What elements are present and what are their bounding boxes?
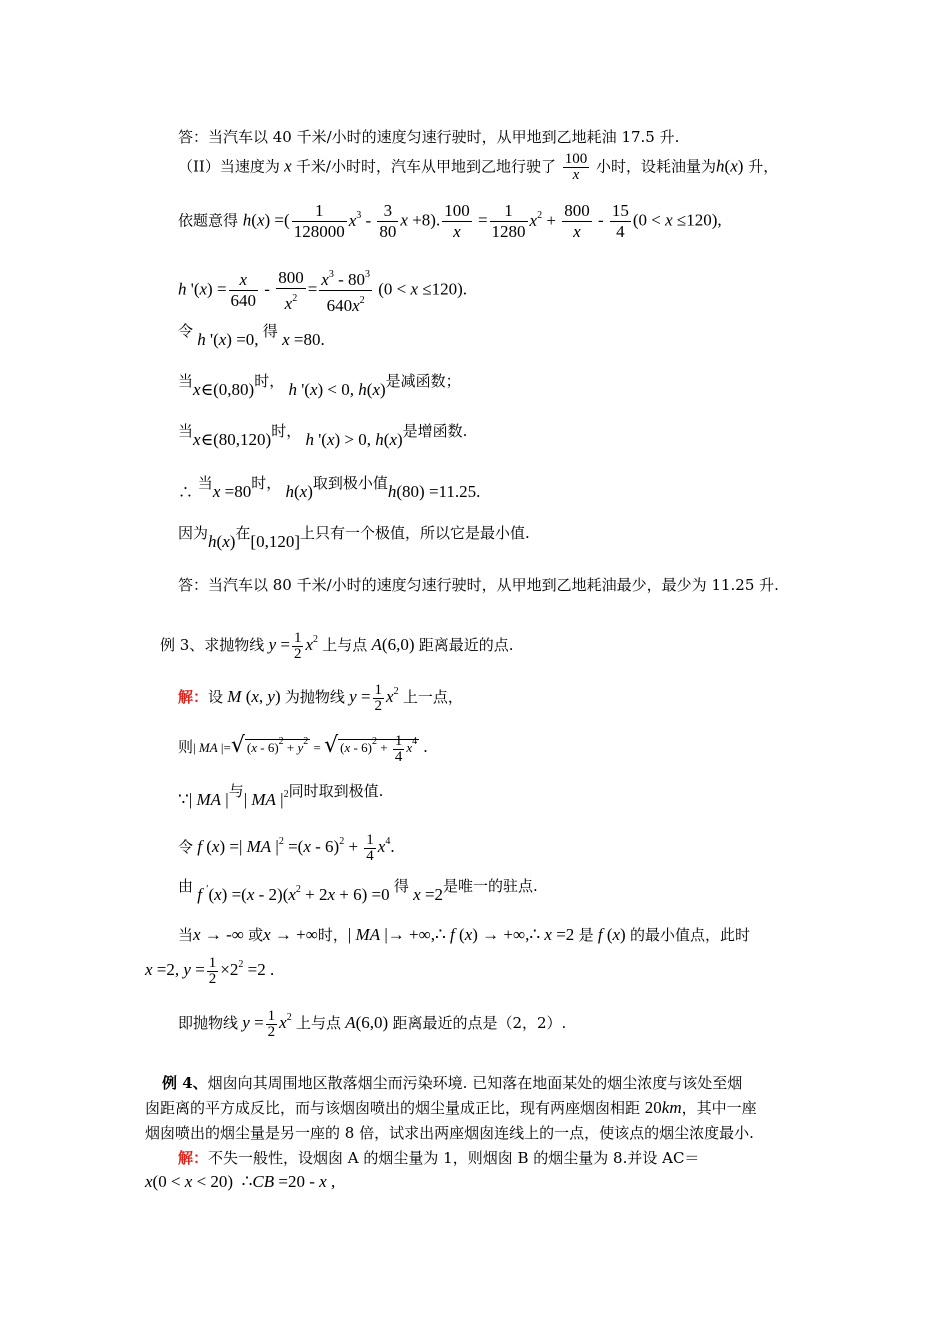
part2-text-a: （II）当速度为 [178,157,280,176]
decreasing-line: 当x∈(0,80)时， h '(x) < 0, h(x)是减函数； [178,372,461,399]
h-derivative: h '(x) = $\frac{x}{640}$ - $\frac{800}{x^2}$ = $\frac{x^3 - 80^3}{640x^2}$ (0 < x ≤120). [178,265,467,316]
part2-text-c: 小时，设耗油量为 [596,157,717,176]
f-definition: 令 f (x) =| MA $|^2 =(x - 6)^2$ + $\frac{1}{4}$ $x^4$. [178,831,395,864]
only-extremum-line: 因为h(x)在[0,120]上只有一个极值，所以它是最小值. [178,524,530,551]
min-point-values: x =2, y = $\frac{1}{2}$ $\times 2^2 =2$ . [145,954,275,987]
set-derivative-zero: 令 h '(x) =0, 得 x =80. [178,322,325,349]
example4-title: 例 4、 [162,1074,208,1092]
part2-text-d: 升， [748,157,779,176]
distance-formula: 则| MA |=√ $(x - 6)^2 + y^2$ = √ (x - 6)$^2$ + $\frac{1}{4}$ $x^4$ . [178,732,428,765]
part2-text-b: 千米/小时时，汽车从甲地到乙地行驶了 [295,157,556,176]
answer-line-2: 答：当汽车以 80 千米/小时的速度匀速行驶时，从甲地到乙地耗油最少，最少为 11.25 升. [178,576,779,594]
answer-line-1: 答：当汽车以 40 千米/小时的速度匀速行驶时，从甲地到乙地耗油 17.5 升. [178,128,680,146]
example4-line2: 囱距离的平方成反比，而与该烟囱喷出的烟尘量成正比，现有两座烟囱相距 20km，其中一座 [145,1098,757,1117]
example4-line3: 烟囱喷出的烟尘量是另一座的 8 倍，试求出两座烟囱连线上的一点，使该点的烟尘浓度最小. [145,1124,754,1142]
example4-line4: 解：不失一般性，设烟囱 A 的烟尘量为 1，则烟囱 B 的烟尘量为 8.并设 AC＝ [178,1149,700,1167]
same-extremum-line: ∵| MA |与| MA $|^2$同时取到极值. [178,782,384,809]
example3-title: 例 3、求抛物线 y = $\frac{1}{2}$ $x^2$ 上与点 A(6,0) 距离最近的点. [160,629,514,662]
example4-line5: x(0 < x < 20) ∴CB =20 - x , [145,1172,336,1191]
example3-conclusion: 即抛物线 y = $\frac{1}{2}$ $x^2$ 上与点 A(6,0) 距离最近的点是（2，2）. [178,1007,567,1040]
limit-line: 当x → -∞ 或x → +∞时，| MA |→ +∞,∴ f (x) → +∞,∴ x =2 是 f (x) 的最小值点，此时 [178,925,750,944]
increasing-line: 当x∈(80,120)时， h '(x) > 0, h(x)是增函数. [178,422,468,449]
example3-solution-start: 解：设 M (x, y) 为抛物线 y = $\frac{1}{2}$ $x^2$ 上一点， [178,681,463,714]
minimum-value-line: ∴ 当x =80时， h(x)取到极小值h(80) =11.25. [178,474,481,501]
dep-text: 依题意得 [178,211,239,230]
stationary-point-line: 由 f $'(x) =(x - 2)(x^2 + 2x + 6) =0$ 得 x =2是唯一的驻点. [178,877,538,904]
example4-line1: 例 4、烟囱向其周围地区散落烟尘而污染环境. 已知落在地面某处的烟尘浓度与该处至烟 [162,1074,743,1092]
h-equation: 依题意得 h(x) =( $\frac{1}{128000}$ $x^3$ - $\frac{3}{80}$ x +8). $\frac{100}{x}$ = $\frac{1}{1280}$ $x^2$ + $\frac{800}{x}$ - $\frac{15}{4}$ (0 < x ≤120), [178,201,722,241]
part2-line: （II）当速度为 x 千米/小时时，汽车从甲地到乙地行驶了 $\frac{100}{x}$ 小时，设耗油量为h(x) 升， [178,151,779,183]
solution-label: 解： [178,688,209,706]
example4-solution-label: 解： [178,1149,209,1167]
